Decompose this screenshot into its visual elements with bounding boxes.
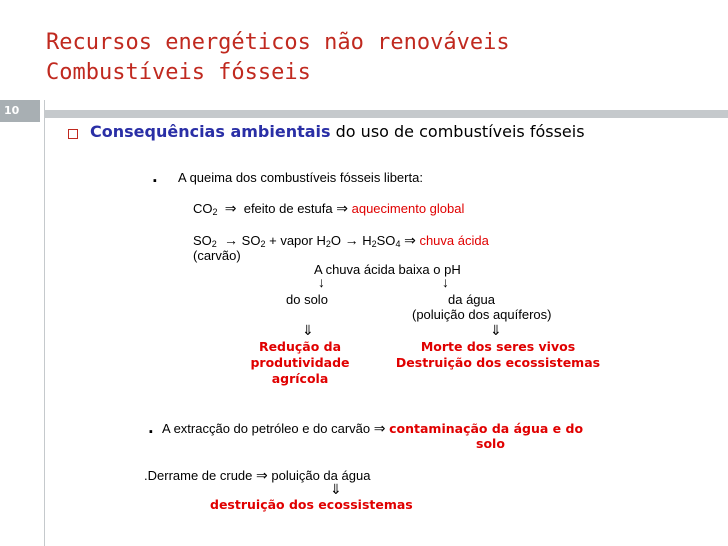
contamination-label-line2: solo bbox=[476, 436, 505, 451]
slide-title bbox=[46, 28, 510, 88]
bullet-rest: do uso de combustíveis fósseis bbox=[335, 122, 585, 141]
implies-icon: ⇒ bbox=[336, 200, 348, 216]
acid-rain-text: A chuva ácida baixa o pH bbox=[314, 262, 461, 277]
ecosystem-destruction-label: destruição dos ecossistemas bbox=[210, 497, 413, 512]
implies-icon: ⇒ bbox=[256, 467, 268, 483]
arrow-right-icon: → bbox=[224, 232, 239, 248]
bullet-text bbox=[90, 122, 585, 141]
second-bullet-dot: . bbox=[148, 419, 154, 437]
acid-rain-label: chuva ácida bbox=[419, 233, 489, 248]
intro-text: A queima dos combustíveis fósseis liberta: bbox=[178, 170, 423, 185]
co2-row: $CO_2$ ⇒ efeito de estufa ⇒ aquecimento global bbox=[193, 200, 465, 217]
implies-icon: ⇒ bbox=[404, 232, 416, 248]
slide-number: 10 bbox=[0, 100, 40, 122]
title-line-2: Combustíveis fósseis bbox=[46, 60, 311, 85]
left-divider bbox=[44, 100, 45, 546]
double-down-icon: ⇓ bbox=[330, 481, 342, 497]
spill-row: .Derrame de crude ⇒ poluição da água bbox=[144, 467, 371, 483]
bullet-square-icon bbox=[68, 129, 78, 139]
global-warming-label: aquecimento global bbox=[351, 201, 465, 216]
contamination-label: contaminação da água e do bbox=[389, 421, 584, 436]
right-branch-detail: (poluição dos aquíferos) bbox=[412, 307, 552, 322]
title-line-1: Recursos energéticos não renováveis bbox=[46, 30, 510, 55]
title-rule bbox=[44, 110, 728, 118]
left-result: Redução da produtividade agrícola bbox=[250, 339, 350, 386]
right-branch: da água bbox=[448, 292, 495, 307]
first-bullet-dot: . bbox=[152, 168, 158, 186]
so2-row: $SO_2 \to SO_2$ + vapor $H_2O \to H_2SO_4$ ⇒ chuva ácida bbox=[193, 232, 489, 249]
carvao-note: (carvão) bbox=[193, 248, 241, 263]
implies-icon: ⇒ bbox=[373, 420, 386, 436]
down-arrow-icon: ↓ bbox=[318, 274, 325, 290]
arrow-right-icon: → bbox=[344, 232, 359, 248]
extraction-row: A extracção do petróleo e do carvão ⇒ contaminação da água e do bbox=[162, 420, 584, 436]
double-down-icon: ⇓ bbox=[490, 322, 502, 338]
implies-icon: ⇒ bbox=[224, 200, 237, 216]
left-branch: do solo bbox=[286, 292, 328, 307]
down-arrow-icon: ↓ bbox=[442, 274, 449, 290]
double-down-icon: ⇓ bbox=[302, 322, 314, 338]
bullet-highlight: Consequências ambientais bbox=[90, 122, 331, 141]
right-result: Morte dos seres vivos Destruição dos ecossistemas bbox=[395, 339, 601, 370]
